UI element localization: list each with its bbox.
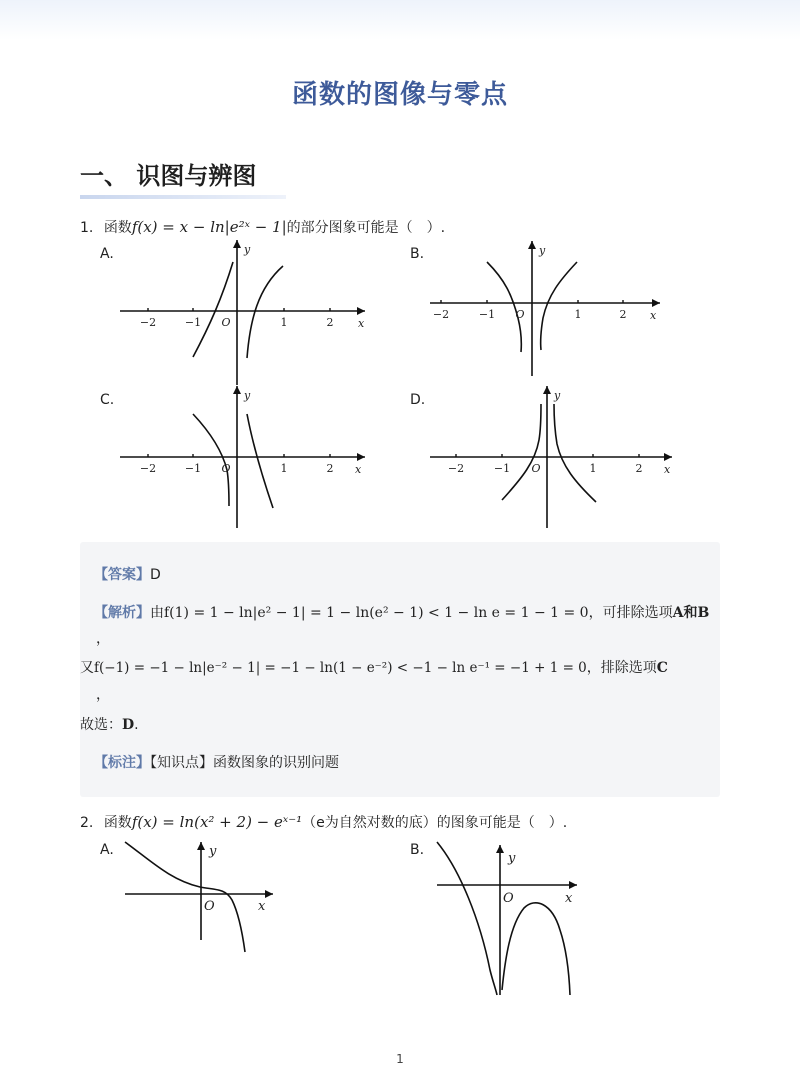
x-axis-label: x [565,891,573,906]
tick-label: 2 [326,316,334,329]
tick-label: 2 [326,462,334,475]
tick-label: 1 [280,462,288,475]
curve-right-branch [502,903,570,995]
question-prefix: 函数 [103,220,132,236]
tick-label: −2 [432,308,450,321]
conclusion-answer: D [122,717,135,733]
origin-label: O [204,899,215,914]
tick-label: −1 [184,462,202,475]
analysis-options: A和B [672,605,710,621]
option-a-label: A. [100,246,114,262]
x-axis-label: x [355,463,362,476]
question-suffix: 的部分图象可能是（ ）. [286,220,446,236]
analysis-text: ，排除选项 [586,660,657,676]
option-c-label: C. [100,392,115,408]
origin-label: O [515,308,525,321]
question-prefix: 函数 [103,815,132,831]
tick-label: 1 [574,308,582,321]
y-axis-label: y [209,844,217,859]
analysis-text: 由 [150,605,164,621]
y-axis-label: y [554,389,561,402]
analysis-option: C [656,660,668,676]
conclusion-end: . [134,717,139,733]
analysis-text: 又 [80,660,94,676]
origin-label: O [221,462,231,475]
question-number: 2. [80,815,94,831]
page-number: 1 [396,1052,404,1066]
analysis-math: f(−1) = −1 − ln|e⁻² − 1| = −1 − ln(1 − e⁻²) < −1 − ln e⁻¹ = −1 + 1 = 0 [94,660,587,676]
curve-left-branch [437,842,497,995]
tick-label: 2 [619,308,627,321]
question-formula: f(x) = x − ln|e²ˣ − 1| [131,218,287,236]
section-heading: 一、 识图与辨图 [80,162,257,190]
origin-label: O [531,462,541,475]
tick-label: −2 [139,462,157,475]
y-axis-label: y [539,244,546,257]
question-suffix: （e为自然对数的底）的图象可能是（ ）. [302,815,568,831]
tick-label: −2 [139,316,157,329]
origin-label: O [503,891,514,906]
tick-label: 1 [589,462,597,475]
q2-option-a-label: A. [100,842,114,858]
tick-label: 1 [280,316,288,329]
y-arrow-icon [496,845,504,853]
tick-label: −1 [478,308,496,321]
origin-label: O [221,316,231,329]
tick-label: 2 [635,462,643,475]
x-axis-label: x [358,317,365,330]
analysis-math: f(1) = 1 − ln|e² − 1| = 1 − ln(e² − 1) < 1 − ln e = 1 − 1 = 0 [164,605,589,621]
x-axis-label: x [664,463,671,476]
analysis-comma: ， [96,631,110,647]
y-axis-label: y [508,851,516,866]
y-axis-label: y [244,389,251,402]
x-axis-label: x [650,309,657,322]
tick-label: −2 [447,462,465,475]
x-axis-label: x [258,899,266,914]
answer-tag: 【答案】 [94,567,150,583]
tick-label: −1 [493,462,511,475]
tick-label: −1 [184,316,202,329]
analysis-text: ，可排除选项 [588,605,673,621]
option-b-label: B. [410,246,425,262]
q2-option-b-label: B. [410,842,425,858]
conclusion-text: 故选： [80,717,122,733]
note-tag: 【标注】 [94,755,150,771]
y-axis-label: y [244,243,251,256]
option-d-label: D. [410,392,426,408]
analysis-comma: ， [96,687,110,703]
question-number: 1. [80,220,94,236]
answer-value: D [150,567,161,583]
question-formula: f(x) = ln(x² + 2) − eˣ⁻¹ [131,813,303,831]
analysis-tag: 【解析】 [94,605,150,621]
x-arrow-icon [569,881,577,889]
page-title: 函数的图像与零点 [291,80,508,110]
note-text: 【知识点】函数图象的识别问题 [150,755,339,771]
